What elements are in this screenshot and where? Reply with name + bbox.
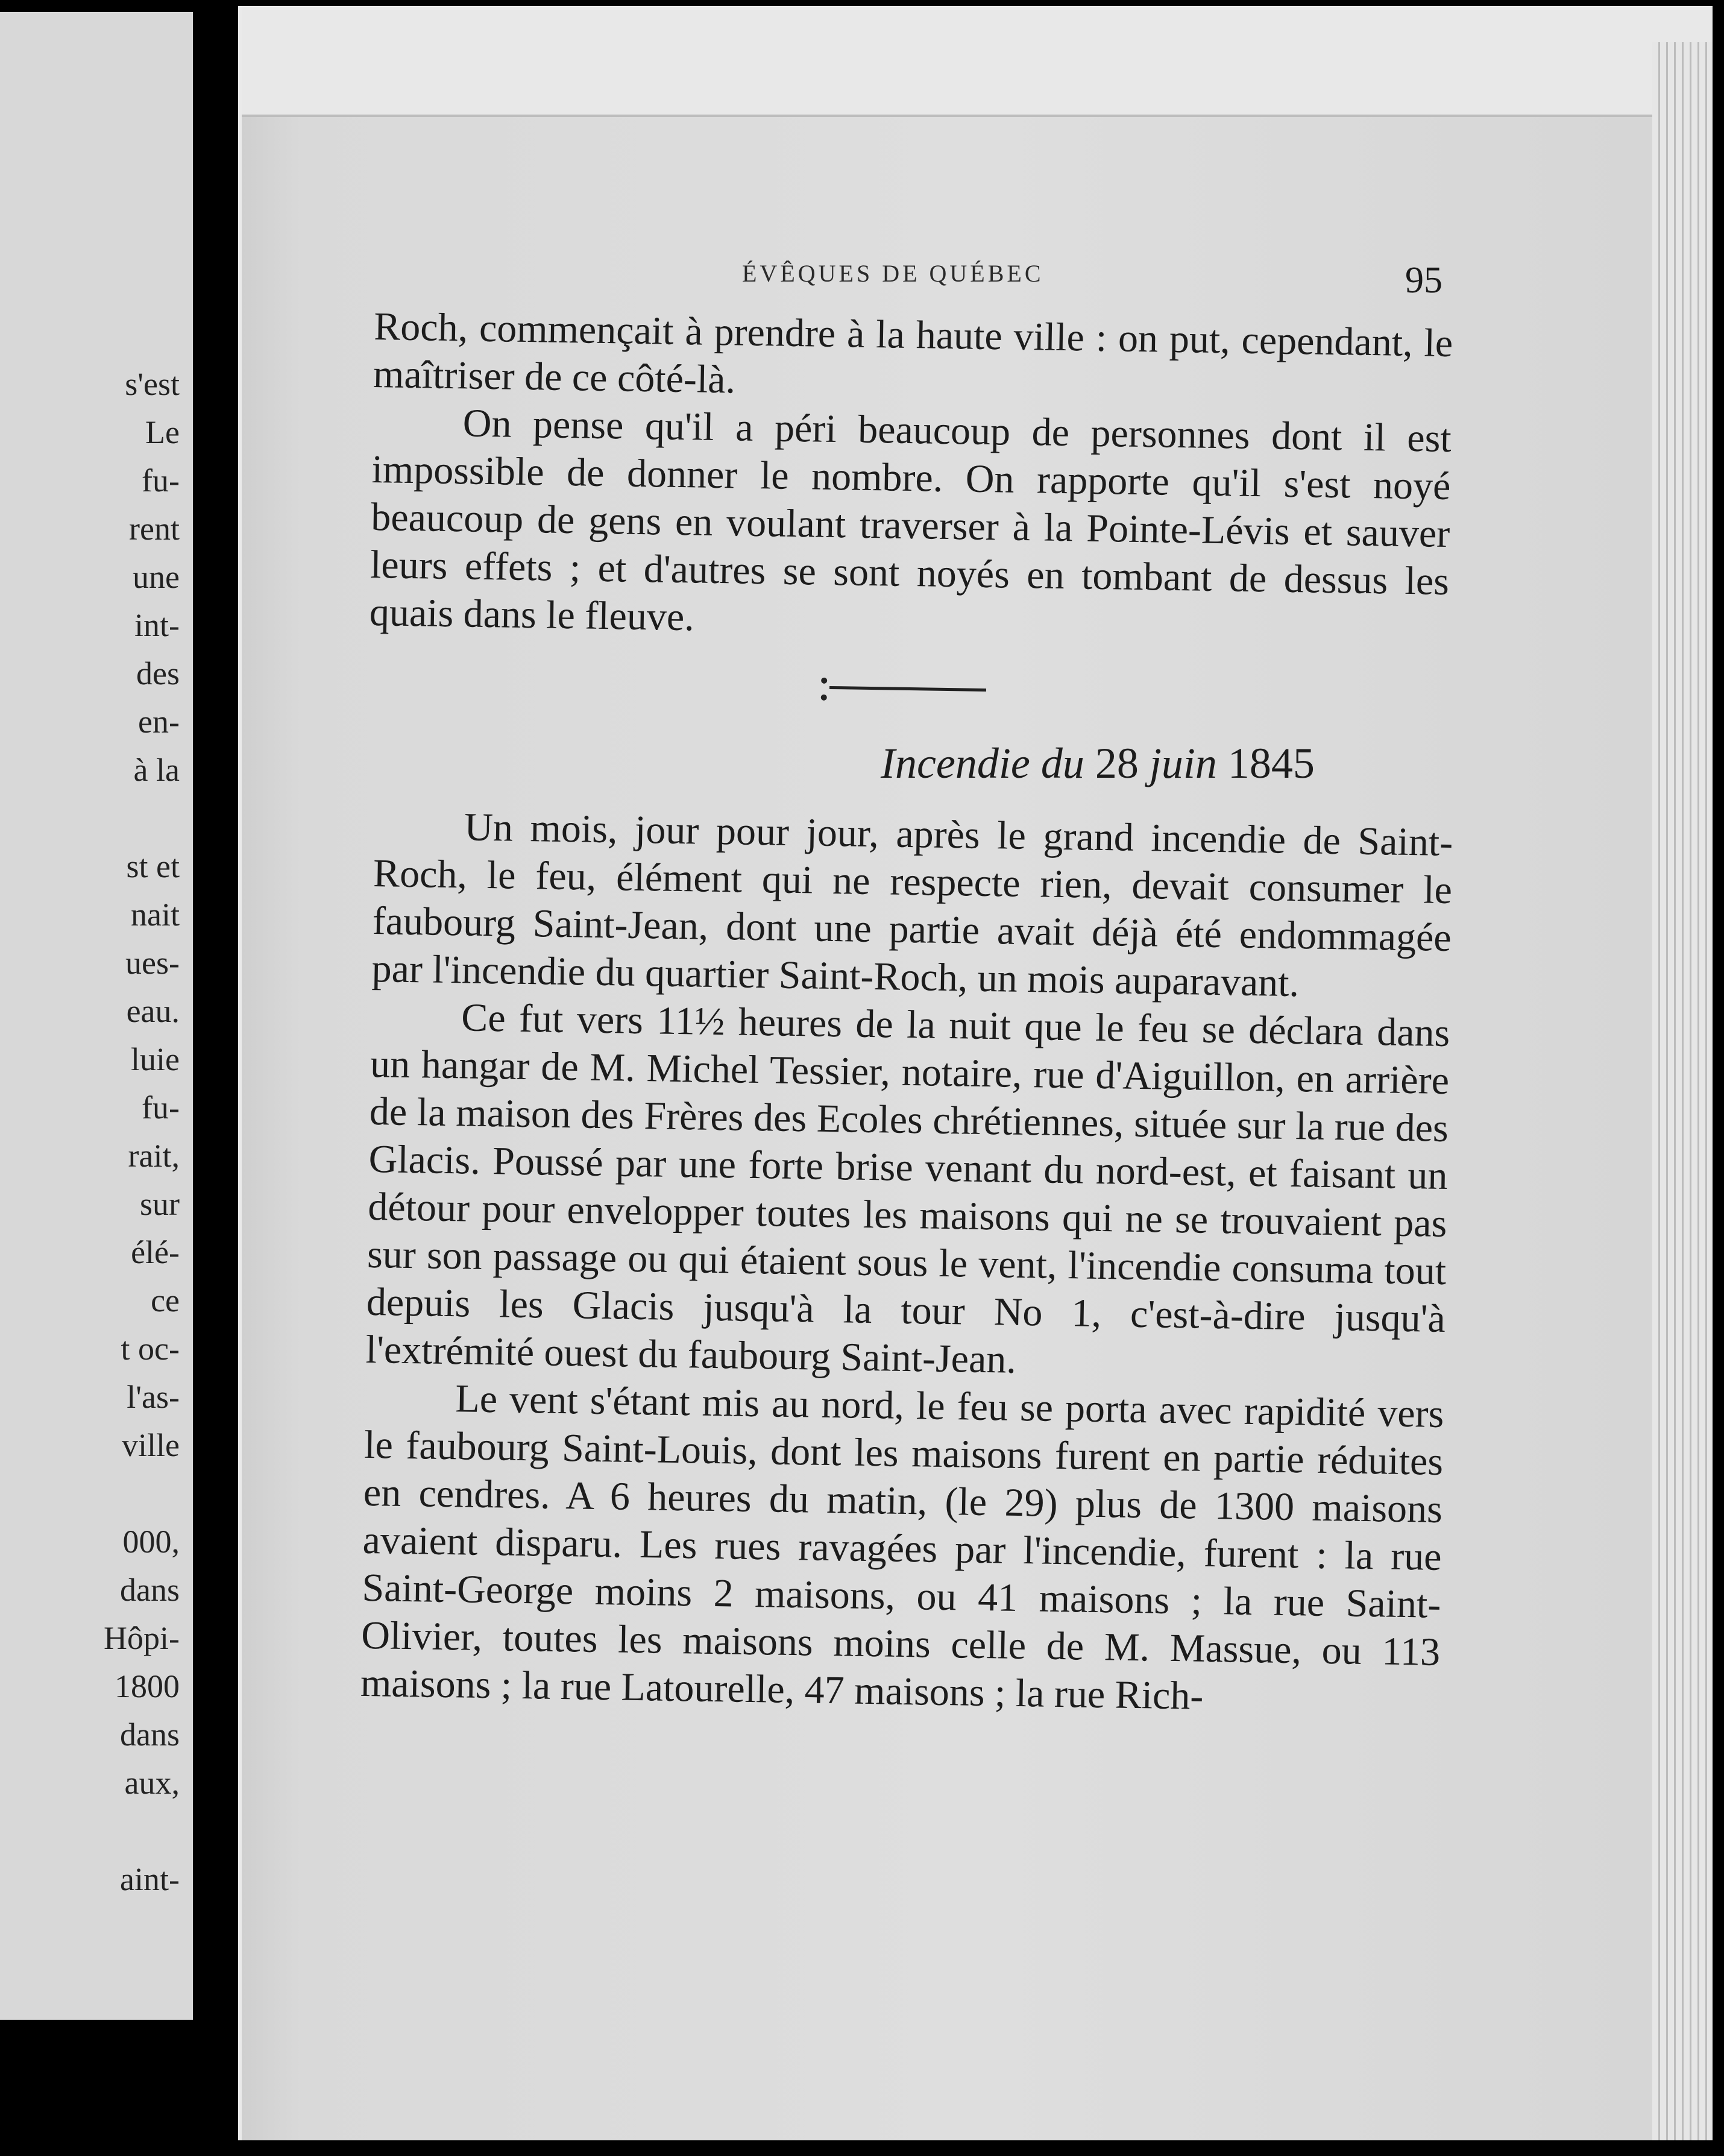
facing-page-word: dans bbox=[120, 1572, 180, 1608]
facing-page-word: t oc- bbox=[121, 1331, 180, 1367]
facing-page-word: en- bbox=[138, 704, 180, 740]
paragraph-1: Roch, commençait à prendre à la haute ville : on put, cependant, le maîtriser de ce côté-là. bbox=[373, 304, 1453, 402]
page-stack-edge bbox=[1652, 42, 1713, 2140]
facing-page-word: luie bbox=[131, 1041, 180, 1077]
facing-page-word: st et bbox=[126, 848, 180, 884]
page-top-edge bbox=[242, 6, 1713, 117]
facing-page-word: dans bbox=[120, 1716, 180, 1753]
book-gutter bbox=[193, 0, 238, 2156]
facing-page-word: aux, bbox=[124, 1765, 180, 1801]
facing-page-word: ues- bbox=[125, 945, 180, 981]
facing-page-word: rait, bbox=[128, 1138, 180, 1174]
section-title-italic: Incendie du bbox=[881, 739, 1084, 787]
facing-page-word: des bbox=[136, 655, 180, 692]
facing-page-word: à la bbox=[133, 752, 180, 788]
facing-page-word: fu- bbox=[142, 1089, 180, 1126]
facing-page-word: Hôpi- bbox=[104, 1620, 180, 1656]
facing-page-word: eau. bbox=[126, 993, 180, 1029]
facing-page-word: fu- bbox=[142, 462, 180, 499]
section-title-year: 1845 bbox=[1227, 739, 1315, 787]
facing-page-word: nait bbox=[131, 897, 180, 933]
facing-page-word: élé- bbox=[131, 1234, 180, 1270]
facing-page-word: ville bbox=[122, 1427, 180, 1463]
book-page bbox=[238, 6, 1713, 2140]
section-divider bbox=[829, 686, 986, 692]
facing-page-word: Le bbox=[145, 414, 180, 450]
section-title-day: 28 bbox=[1095, 739, 1139, 787]
text-block-main bbox=[360, 802, 1453, 1724]
section-title-month: juin bbox=[1149, 739, 1217, 787]
paragraph-4: Ce fut vers 11½ heures de la nuit que le feu se déclara dans un hangar de M. Michel Tessier, notaire, rue d'Aiguillon, en arrière de la maison des Frères des Ecoles chrétiennes, située sur la rue des Glacis. Poussé par une forte brise venant du nord-est, et faisant un détour pour envelopper toutes les maisons qui ne se trouvaient pas sur son passage ou qui étaient sous le vent, l'incendie consuma tout depuis les Glacis jusqu'à la tour No 1, c'est-à-dire jusqu'à l'extrémité ouest du faubourg Saint-Jean. bbox=[365, 995, 1450, 1382]
facing-page-fragment bbox=[0, 12, 193, 2020]
facing-page-word: 000, bbox=[122, 1524, 180, 1560]
facing-page-word: s'est bbox=[125, 366, 180, 402]
paragraph-3: Un mois, jour pour jour, après le grand incendie de Saint-Roch, le feu, élément qui ne respecte rien, devait consumer le faubourg Saint-Jean, dont une partie avait déjà été endommagée par l'incendie du quartier Saint-Roch, un mois auparavant. bbox=[371, 805, 1453, 1006]
facing-page-word: sur bbox=[140, 1186, 180, 1222]
facing-page-word: rent bbox=[129, 511, 180, 547]
section-title bbox=[881, 739, 1315, 789]
text-block-top bbox=[369, 303, 1453, 653]
facing-page-word: une bbox=[133, 559, 180, 595]
facing-page-word: 1800 bbox=[115, 1668, 180, 1704]
running-head: ÉVÊQUES DE QUÉBEC bbox=[742, 260, 1044, 287]
facing-page-word: ce bbox=[151, 1282, 180, 1319]
page-number: 95 bbox=[1405, 260, 1442, 301]
paragraph-5: Le vent s'étant mis au nord, le feu se porta avec rapidité vers le faubourg Saint-Louis, dont les maisons furent en partie réduites en cendres. A 6 heures du matin, (le 29) plus de 1300 maisons avaient disparu. Les rues ravagées par l'incendie, furent : la rue Saint-George moins 2 maisons, ou 41 maisons ; la rue Saint-Olivier, toutes les maisons moins celle de M. Massue, ou 113 maisons ; la rue Latourelle, 47 maisons ; la rue Rich- bbox=[360, 1376, 1444, 1718]
paragraph-2: On pense qu'il a péri beaucoup de personnes dont il est impossible de donner le nombre. On rapporte qu'il s'est noyé beaucoup de gens en voulant traverser à la Pointe-Lévis et sauver leurs effets ; et d'autres se sont noyés en tombant de dessus les quais dans le fleuve. bbox=[369, 401, 1452, 640]
facing-page-word: int- bbox=[134, 607, 180, 643]
facing-page-word: l'as- bbox=[127, 1379, 180, 1415]
facing-page-word: aint- bbox=[120, 1861, 180, 1897]
